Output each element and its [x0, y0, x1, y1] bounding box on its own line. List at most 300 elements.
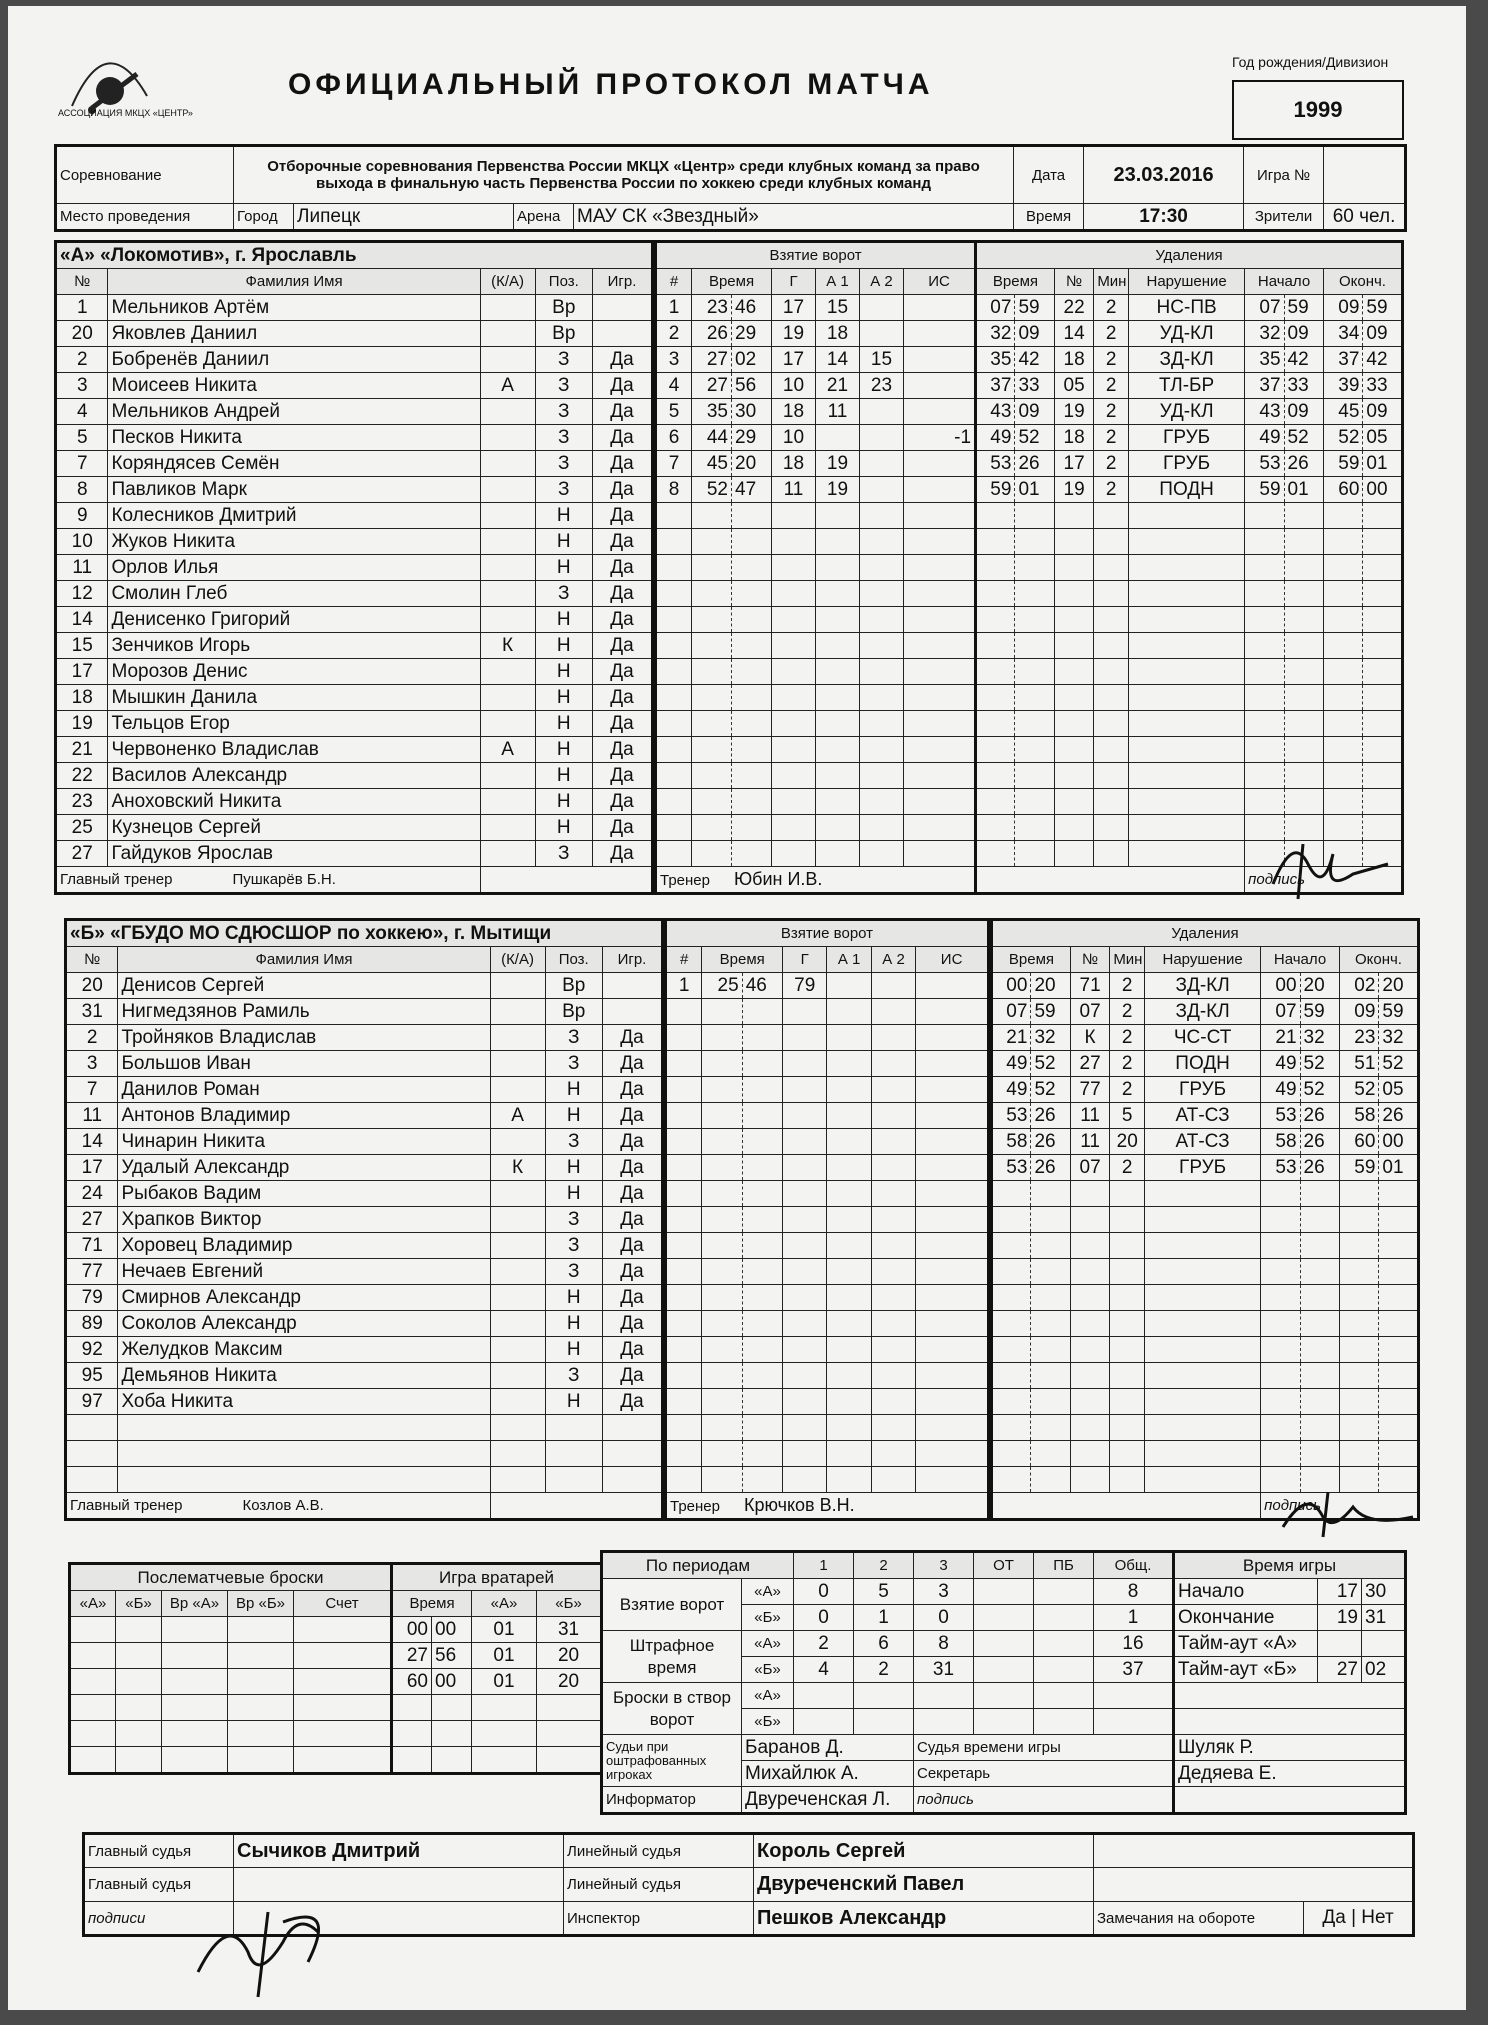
- player-position: Н: [535, 815, 592, 841]
- pen-sec: [1031, 1337, 1070, 1363]
- player-position: З: [545, 1233, 602, 1259]
- pen-start-min: [1261, 1389, 1300, 1415]
- pen-start-min: 49: [1261, 1077, 1300, 1103]
- pen-start-min: [1261, 1363, 1300, 1389]
- goalie-min: 60: [392, 1669, 432, 1695]
- goal-num: [656, 581, 692, 607]
- goal-sec: [732, 633, 772, 659]
- player-captain: [480, 763, 535, 789]
- goal-row: [666, 1337, 989, 1363]
- goalies-title: Игра вратарей: [392, 1564, 602, 1591]
- goal-num: [666, 1311, 702, 1337]
- goal-row: [666, 1259, 989, 1285]
- player-name: Хоба Никита: [118, 1389, 490, 1415]
- pen-start-min: 53: [1261, 1155, 1300, 1181]
- goal-row: [656, 399, 976, 425]
- team-title-row: [66, 920, 663, 947]
- pen-violation: ГРУБ: [1145, 1155, 1261, 1181]
- player-name: Тройняков Владислав: [118, 1025, 490, 1051]
- remarks-no: Нет: [1361, 1907, 1394, 1928]
- goal-sec: [732, 841, 772, 867]
- player-position: Н: [545, 1337, 602, 1363]
- goal-situation: [904, 763, 976, 789]
- pen-violation: [1145, 1181, 1261, 1207]
- pen-minutes: [1110, 1181, 1145, 1207]
- goal-sec: [742, 1181, 782, 1207]
- goal-assist-2: [860, 503, 904, 529]
- pen-end-sec: 32: [1379, 1025, 1419, 1051]
- player-captain: А: [480, 737, 535, 763]
- player-position: Вр: [535, 295, 592, 321]
- pen-end-min: 34: [1323, 321, 1362, 347]
- player-played: Да: [593, 763, 653, 789]
- shootout-col: «Б»: [116, 1591, 162, 1617]
- goal-sec: [742, 1311, 782, 1337]
- goal-situation: -1: [904, 425, 976, 451]
- pen-start-min: [1245, 737, 1284, 763]
- pen-sec: [1015, 581, 1054, 607]
- goal-situation: [916, 1155, 989, 1181]
- pen-min: [992, 1233, 1031, 1259]
- player-row: [66, 1129, 663, 1155]
- goal-situation: [916, 1103, 989, 1129]
- pen-minutes: [1110, 1441, 1145, 1467]
- comp-value: Отборочные соревнования Первенства России МКЦХ «Центр» среди клубных команд за право выхода в финальную часть Первенства России по хоккею среди клубных команд: [234, 146, 1014, 204]
- pen-sec: [1015, 789, 1054, 815]
- start-min: 30: [1362, 1579, 1406, 1605]
- player-number: 79: [66, 1285, 118, 1311]
- goal-scorer: [783, 1389, 827, 1415]
- goals-a-p1: 0: [794, 1579, 854, 1605]
- pen-violation: [1129, 503, 1245, 529]
- player-row: [56, 399, 653, 425]
- pen-end-min: [1339, 1233, 1378, 1259]
- player-row: [56, 815, 653, 841]
- goal-sec: [732, 503, 772, 529]
- penalty-row: [976, 425, 1403, 451]
- pim-b-total: 37: [1094, 1657, 1174, 1683]
- pen-end-min: 58: [1339, 1103, 1378, 1129]
- pen-violation: ТЛ-БР: [1129, 373, 1245, 399]
- goal-assist-2: [860, 581, 904, 607]
- player-captain: [480, 321, 535, 347]
- pen-minutes: 2: [1110, 973, 1145, 999]
- pen-start-min: [1245, 789, 1284, 815]
- goal-assist-1: [816, 737, 860, 763]
- pen-sec: [1031, 1415, 1070, 1441]
- player-row: [56, 321, 653, 347]
- pen-violation: ЧС-СТ: [1145, 1025, 1261, 1051]
- goal-assist-1: [816, 763, 860, 789]
- pen-player: [1054, 503, 1093, 529]
- pen-violation: [1145, 1389, 1261, 1415]
- goal-assist-2: [860, 607, 904, 633]
- goal-sec: [742, 1259, 782, 1285]
- goal-assist-1: [827, 999, 871, 1025]
- player-captain: [480, 711, 535, 737]
- pen-violation: НС-ПВ: [1129, 295, 1245, 321]
- goal-min: [702, 1415, 742, 1441]
- player-captain: [490, 1311, 545, 1337]
- goal-situation: [904, 607, 976, 633]
- goal-row: [656, 373, 976, 399]
- pen-player: 14: [1054, 321, 1093, 347]
- goals-title: Взятие ворот: [656, 242, 976, 269]
- goal-assist-2: [860, 633, 904, 659]
- main-ref-label: Главный судья: [84, 1868, 234, 1902]
- pen-sec: [1015, 529, 1054, 555]
- timeout-a-label: Тайм-аут «А»: [1174, 1631, 1318, 1657]
- goal-sec: 30: [732, 399, 772, 425]
- player-position: [545, 1441, 602, 1467]
- pen-minutes: [1110, 1467, 1145, 1493]
- player-name: Моисеев Никита: [108, 373, 480, 399]
- goal-num: [666, 1441, 702, 1467]
- goal-scorer: [772, 607, 816, 633]
- goals-b-ot: [974, 1605, 1034, 1631]
- col-name: Фамилия Имя: [118, 947, 490, 973]
- shootout-table: [68, 1562, 393, 1775]
- goal-assist-2: [860, 321, 904, 347]
- pen-start-min: 35: [1245, 347, 1284, 373]
- pen-violation: [1129, 633, 1245, 659]
- player-played: Да: [602, 1051, 662, 1077]
- penalty-row: [976, 711, 1403, 737]
- player-row: [56, 451, 653, 477]
- pen-start-sec: [1300, 1389, 1339, 1415]
- player-number: 14: [56, 607, 108, 633]
- pen-violation: [1129, 841, 1245, 867]
- goal-num: [666, 1181, 702, 1207]
- goal-num: [666, 1129, 702, 1155]
- player-played: Да: [593, 659, 653, 685]
- player-row: [66, 973, 663, 999]
- shootout-title: Послематчевые броски: [70, 1564, 392, 1591]
- player-row: [56, 295, 653, 321]
- goal-assist-1: [816, 841, 860, 867]
- coach-row: [66, 1493, 663, 1520]
- pen-player: [1070, 1285, 1109, 1311]
- pen-sec: 52: [1015, 425, 1054, 451]
- pen-end-sec: [1379, 1285, 1419, 1311]
- end-label: Окончание: [1174, 1605, 1318, 1631]
- penalty-row: [976, 399, 1403, 425]
- goal-num: [666, 1389, 702, 1415]
- head-coach-label: [56, 867, 481, 894]
- team-b-mark: «Б»: [742, 1709, 794, 1735]
- trainer-name: Юбин И.В.: [733, 869, 823, 889]
- pen-end-min: [1339, 1311, 1378, 1337]
- goal-sec: [742, 1025, 782, 1051]
- goal-min: [702, 1155, 742, 1181]
- player-row: [56, 477, 653, 503]
- col-goal-num: #: [666, 947, 702, 973]
- signature-a-icon: [1263, 824, 1403, 904]
- pen-end-sec: 05: [1363, 425, 1403, 451]
- goals-a-so: [1034, 1579, 1094, 1605]
- goal-assist-2: [860, 477, 904, 503]
- goal-min: [702, 1129, 742, 1155]
- pen-end-sec: 52: [1379, 1051, 1419, 1077]
- goal-situation: [904, 659, 976, 685]
- pen-minutes: [1094, 711, 1129, 737]
- goal-assist-2: [860, 529, 904, 555]
- pen-minutes: 2: [1094, 347, 1129, 373]
- pen-end-sec: [1363, 555, 1403, 581]
- player-number: 14: [66, 1129, 118, 1155]
- goal-sec: 46: [732, 295, 772, 321]
- goal-assist-2: [860, 789, 904, 815]
- pen-end-min: [1323, 763, 1362, 789]
- pim-a-p1: 2: [794, 1631, 854, 1657]
- player-number: 20: [66, 973, 118, 999]
- date-value: 23.03.2016: [1084, 146, 1244, 204]
- player-number: 12: [56, 581, 108, 607]
- pim-b-so: [1034, 1657, 1094, 1683]
- pen-end-min: [1323, 503, 1362, 529]
- goal-assist-2: [871, 1389, 915, 1415]
- player-captain: [490, 1051, 545, 1077]
- pen-player: [1070, 1415, 1109, 1441]
- pen-violation: ПОДН: [1145, 1051, 1261, 1077]
- goal-min: [692, 841, 732, 867]
- penalty-row: [976, 659, 1403, 685]
- goal-row: [666, 1155, 989, 1181]
- player-number: 23: [56, 789, 108, 815]
- goal-assist-2: [860, 815, 904, 841]
- player-captain: [490, 1181, 545, 1207]
- goal-row: [656, 581, 976, 607]
- goal-min: [692, 633, 732, 659]
- player-number: 19: [56, 711, 108, 737]
- player-played: [602, 1441, 662, 1467]
- period-col: 2: [854, 1552, 914, 1579]
- goal-row: [666, 1233, 989, 1259]
- period-shots-label: Броски в створ ворот: [602, 1683, 742, 1735]
- goal-scorer: [783, 1415, 827, 1441]
- goal-sec: [732, 737, 772, 763]
- player-position: З: [545, 1051, 602, 1077]
- player-captain: [480, 555, 535, 581]
- goal-row: [666, 1389, 989, 1415]
- goal-num: [666, 1259, 702, 1285]
- penalty-row: [992, 1363, 1419, 1389]
- player-name: Коряндясев Семён: [108, 451, 480, 477]
- player-name: Тельцов Егор: [108, 711, 480, 737]
- goal-sec: [742, 1363, 782, 1389]
- pen-end-min: 09: [1323, 295, 1362, 321]
- goal-row: [656, 321, 976, 347]
- pen-start-min: [1261, 1181, 1300, 1207]
- pen-player: 07: [1070, 999, 1109, 1025]
- trainer-row: [656, 867, 976, 894]
- player-position: З: [535, 451, 592, 477]
- goal-row: [656, 659, 976, 685]
- pen-end-min: [1339, 1181, 1378, 1207]
- player-played: Да: [602, 1389, 662, 1415]
- pen-player: 11: [1070, 1129, 1109, 1155]
- pen-end-sec: 01: [1363, 451, 1403, 477]
- player-number: 18: [56, 685, 108, 711]
- goal-assist-2: [860, 841, 904, 867]
- pen-sec: [1031, 1389, 1070, 1415]
- player-played: Да: [593, 789, 653, 815]
- pen-end-sec: [1363, 685, 1403, 711]
- goal-assist-2: [860, 659, 904, 685]
- col-played: Игр.: [602, 947, 662, 973]
- col-position: Поз.: [535, 269, 592, 295]
- goal-sec: [732, 607, 772, 633]
- player-number: 31: [66, 999, 118, 1025]
- goal-situation: [904, 711, 976, 737]
- goal-assist-2: [871, 1207, 915, 1233]
- pen-end-min: [1339, 1285, 1378, 1311]
- pen-minutes: [1110, 1285, 1145, 1311]
- pen-violation: [1129, 581, 1245, 607]
- goal-sec: [742, 1415, 782, 1441]
- goal-scorer: 79: [783, 973, 827, 999]
- goal-situation: [904, 555, 976, 581]
- goal-assist-2: [871, 999, 915, 1025]
- player-position: Н: [545, 1311, 602, 1337]
- pen-end-min: 37: [1323, 347, 1362, 373]
- pen-min: [976, 737, 1015, 763]
- pen-min: [992, 1415, 1031, 1441]
- header-row: [66, 947, 663, 973]
- pen-start-min: [1261, 1285, 1300, 1311]
- team-b-goals: [664, 918, 990, 1521]
- pen-end-min: 09: [1339, 999, 1378, 1025]
- goal-min: [702, 1337, 742, 1363]
- goal-min: 23: [692, 295, 732, 321]
- player-row: [56, 529, 653, 555]
- pen-player: К: [1070, 1025, 1109, 1051]
- pen-violation: ГРУБ: [1129, 451, 1245, 477]
- penalty-row: [976, 685, 1403, 711]
- pen-min: [992, 1207, 1031, 1233]
- player-captain: [490, 1285, 545, 1311]
- pen-violation: [1145, 1337, 1261, 1363]
- penalty-row: [992, 1025, 1419, 1051]
- period-col: ПБ: [1034, 1552, 1094, 1579]
- goal-min: [702, 1441, 742, 1467]
- player-played: Да: [593, 529, 653, 555]
- pen-violation: [1129, 685, 1245, 711]
- goal-num: [656, 815, 692, 841]
- goal-situation: [916, 1467, 989, 1493]
- pen-start-sec: 01: [1284, 477, 1323, 503]
- pen-start-sec: [1300, 1207, 1339, 1233]
- player-row: [66, 1259, 663, 1285]
- pen-minutes: [1094, 789, 1129, 815]
- signature-b-icon: [1273, 1482, 1423, 1542]
- pen-violation: [1129, 815, 1245, 841]
- pen-player: 22: [1054, 295, 1093, 321]
- pen-start-sec: [1284, 607, 1323, 633]
- pen-start-sec: [1284, 529, 1323, 555]
- pen-player: [1054, 711, 1093, 737]
- pen-end-sec: [1379, 1441, 1419, 1467]
- player-captain: К: [490, 1155, 545, 1181]
- pen-player: [1070, 1311, 1109, 1337]
- goal-scorer: [783, 1181, 827, 1207]
- period-col: 3: [914, 1552, 974, 1579]
- goal-assist-1: 18: [816, 321, 860, 347]
- goal-assist-2: [871, 1077, 915, 1103]
- penalty-row: [992, 973, 1419, 999]
- pen-end-sec: [1363, 529, 1403, 555]
- box-judges-label: Судьи при оштрафованных игроках: [602, 1735, 742, 1787]
- trainer-row: [666, 1493, 989, 1520]
- goal-assist-1: [827, 1181, 871, 1207]
- goal-min: [692, 685, 732, 711]
- player-row: [56, 685, 653, 711]
- goal-situation: [904, 737, 976, 763]
- pen-player: 19: [1054, 399, 1093, 425]
- penalty-row: [992, 1181, 1419, 1207]
- player-name: [118, 1441, 490, 1467]
- pim-b-p2: 2: [854, 1657, 914, 1683]
- goal-assist-1: [816, 581, 860, 607]
- player-position: Н: [535, 607, 592, 633]
- goal-scorer: [772, 503, 816, 529]
- goalie-b: 20: [537, 1669, 602, 1695]
- pen-sec: [1015, 659, 1054, 685]
- pen-end-sec: [1379, 1259, 1419, 1285]
- col-pen-number: №: [1054, 269, 1093, 295]
- pen-min: 21: [992, 1025, 1031, 1051]
- goal-assist-2: [860, 685, 904, 711]
- goal-assist-1: [827, 1415, 871, 1441]
- pen-start-sec: 26: [1300, 1103, 1339, 1129]
- shootout-col: Вр «Б»: [228, 1591, 294, 1617]
- pen-violation: [1145, 1311, 1261, 1337]
- pen-start-min: 07: [1261, 999, 1300, 1025]
- goal-num: 2: [656, 321, 692, 347]
- pen-sec: [1031, 1311, 1070, 1337]
- player-row: [66, 1103, 663, 1129]
- pen-start-min: [1245, 555, 1284, 581]
- player-name: Мельников Артём: [108, 295, 480, 321]
- col-assist-1: А 1: [827, 947, 871, 973]
- player-captain: [490, 1389, 545, 1415]
- pen-end-min: 51: [1339, 1051, 1378, 1077]
- pen-end-sec: [1363, 737, 1403, 763]
- line-ref-label: Линейный судья: [564, 1868, 754, 1902]
- col-number: №: [66, 947, 118, 973]
- goalie-row: [392, 1617, 602, 1643]
- pen-violation: [1129, 529, 1245, 555]
- pen-player: [1070, 1181, 1109, 1207]
- pen-start-sec: 52: [1300, 1051, 1339, 1077]
- player-captain: [480, 529, 535, 555]
- pen-start-sec: [1284, 503, 1323, 529]
- penalty-row: [992, 1051, 1419, 1077]
- pen-minutes: 2: [1110, 1025, 1145, 1051]
- goal-scorer: [783, 1259, 827, 1285]
- player-played: Да: [593, 685, 653, 711]
- team-b-penalties: [990, 918, 1420, 1521]
- goal-row: [666, 1207, 989, 1233]
- col-pen-end: Оконч.: [1323, 269, 1402, 295]
- goal-sec: [732, 763, 772, 789]
- pen-min: 49: [976, 425, 1015, 451]
- player-row: [56, 555, 653, 581]
- player-row: [56, 581, 653, 607]
- goal-assist-1: [827, 973, 871, 999]
- shootout-col: Вр «А»: [162, 1591, 228, 1617]
- goal-assist-2: [860, 711, 904, 737]
